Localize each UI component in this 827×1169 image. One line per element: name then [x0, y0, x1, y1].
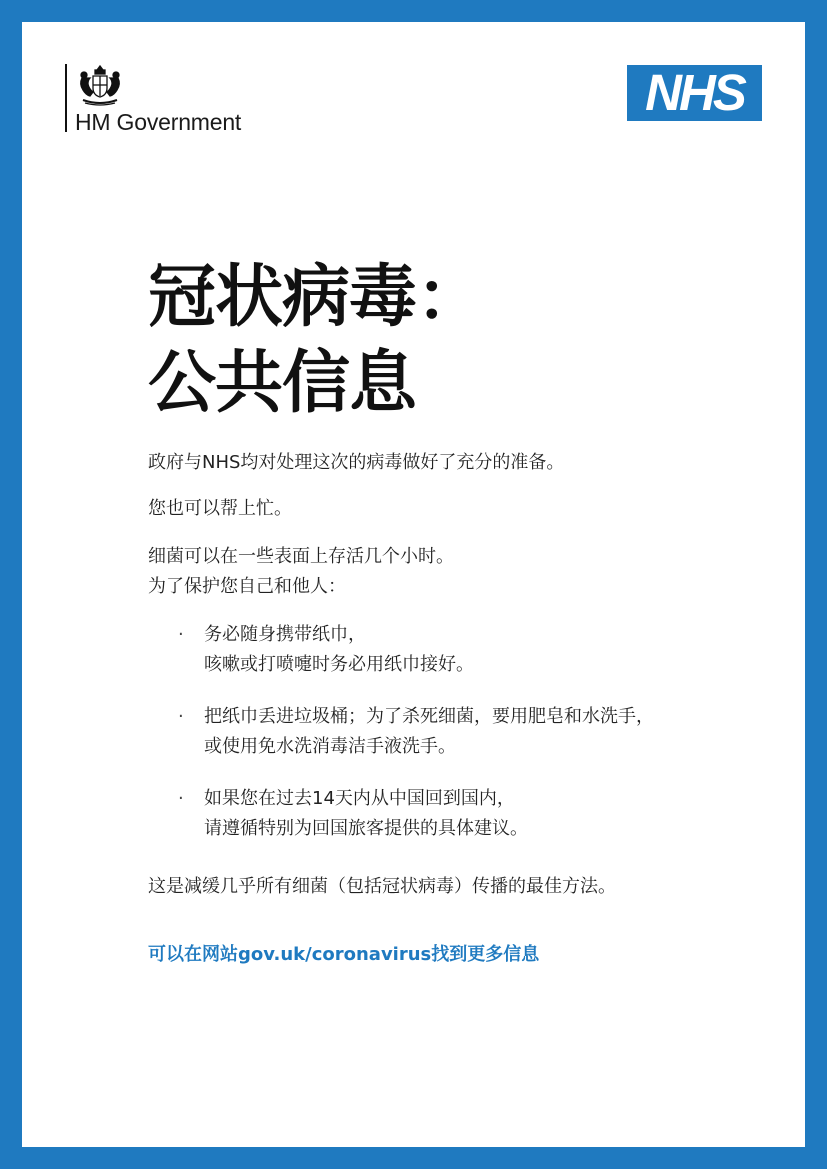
list-item-text: [204, 784, 528, 844]
list-item-line: 咳嗽或打喷嚏时务必用纸巾接好。: [204, 654, 474, 675]
list-item-line: 如果您在过去14天内从中国回到国内，: [204, 788, 515, 809]
paragraph-preparedness: 政府与NHS均对处理这次的病毒做好了充分的准备。: [148, 452, 565, 473]
list-item-line: 把纸巾丢进垃圾桶；为了杀死细菌，要用肥皂和水洗手，: [204, 706, 654, 727]
logo-divider: [65, 64, 67, 132]
more-info-link[interactable]: 可以在网站gov.uk/coronavirus找到更多信息: [148, 944, 540, 965]
list-item-text: [204, 620, 474, 680]
page-title: [148, 255, 708, 427]
paragraph-protect: 为了保护您自己和他人：: [148, 576, 346, 597]
list-item-text: [204, 702, 654, 762]
list-item-line: 请遵循特别为回国旅客提供的具体建议。: [204, 818, 528, 839]
nhs-logo: [627, 65, 762, 121]
paragraph-germs: 细菌可以在一些表面上存活几个小时。: [148, 546, 454, 567]
hm-government-logo: [65, 64, 285, 136]
bullet-dot: ·: [178, 624, 184, 645]
paragraph-best-method: 这是减缓几乎所有细菌（包括冠状病毒）传播的最佳方法。: [148, 876, 616, 897]
royal-coat-of-arms-icon: [77, 64, 123, 106]
bullet-dot: ·: [178, 706, 184, 727]
title-line-2: 公共信息: [148, 344, 417, 423]
title-line-1: 冠状病毒：: [148, 258, 484, 337]
bullet-dot: ·: [178, 788, 184, 809]
paragraph-help: 您也可以帮上忙。: [148, 498, 292, 519]
list-item-line: 务必随身携带纸巾，: [204, 624, 366, 645]
hm-government-wordmark: HM Government: [75, 109, 242, 135]
nhs-logo-text: NHS: [645, 64, 744, 121]
list-item-line: 或使用免水洗消毒洁手液洗手。: [204, 736, 456, 757]
